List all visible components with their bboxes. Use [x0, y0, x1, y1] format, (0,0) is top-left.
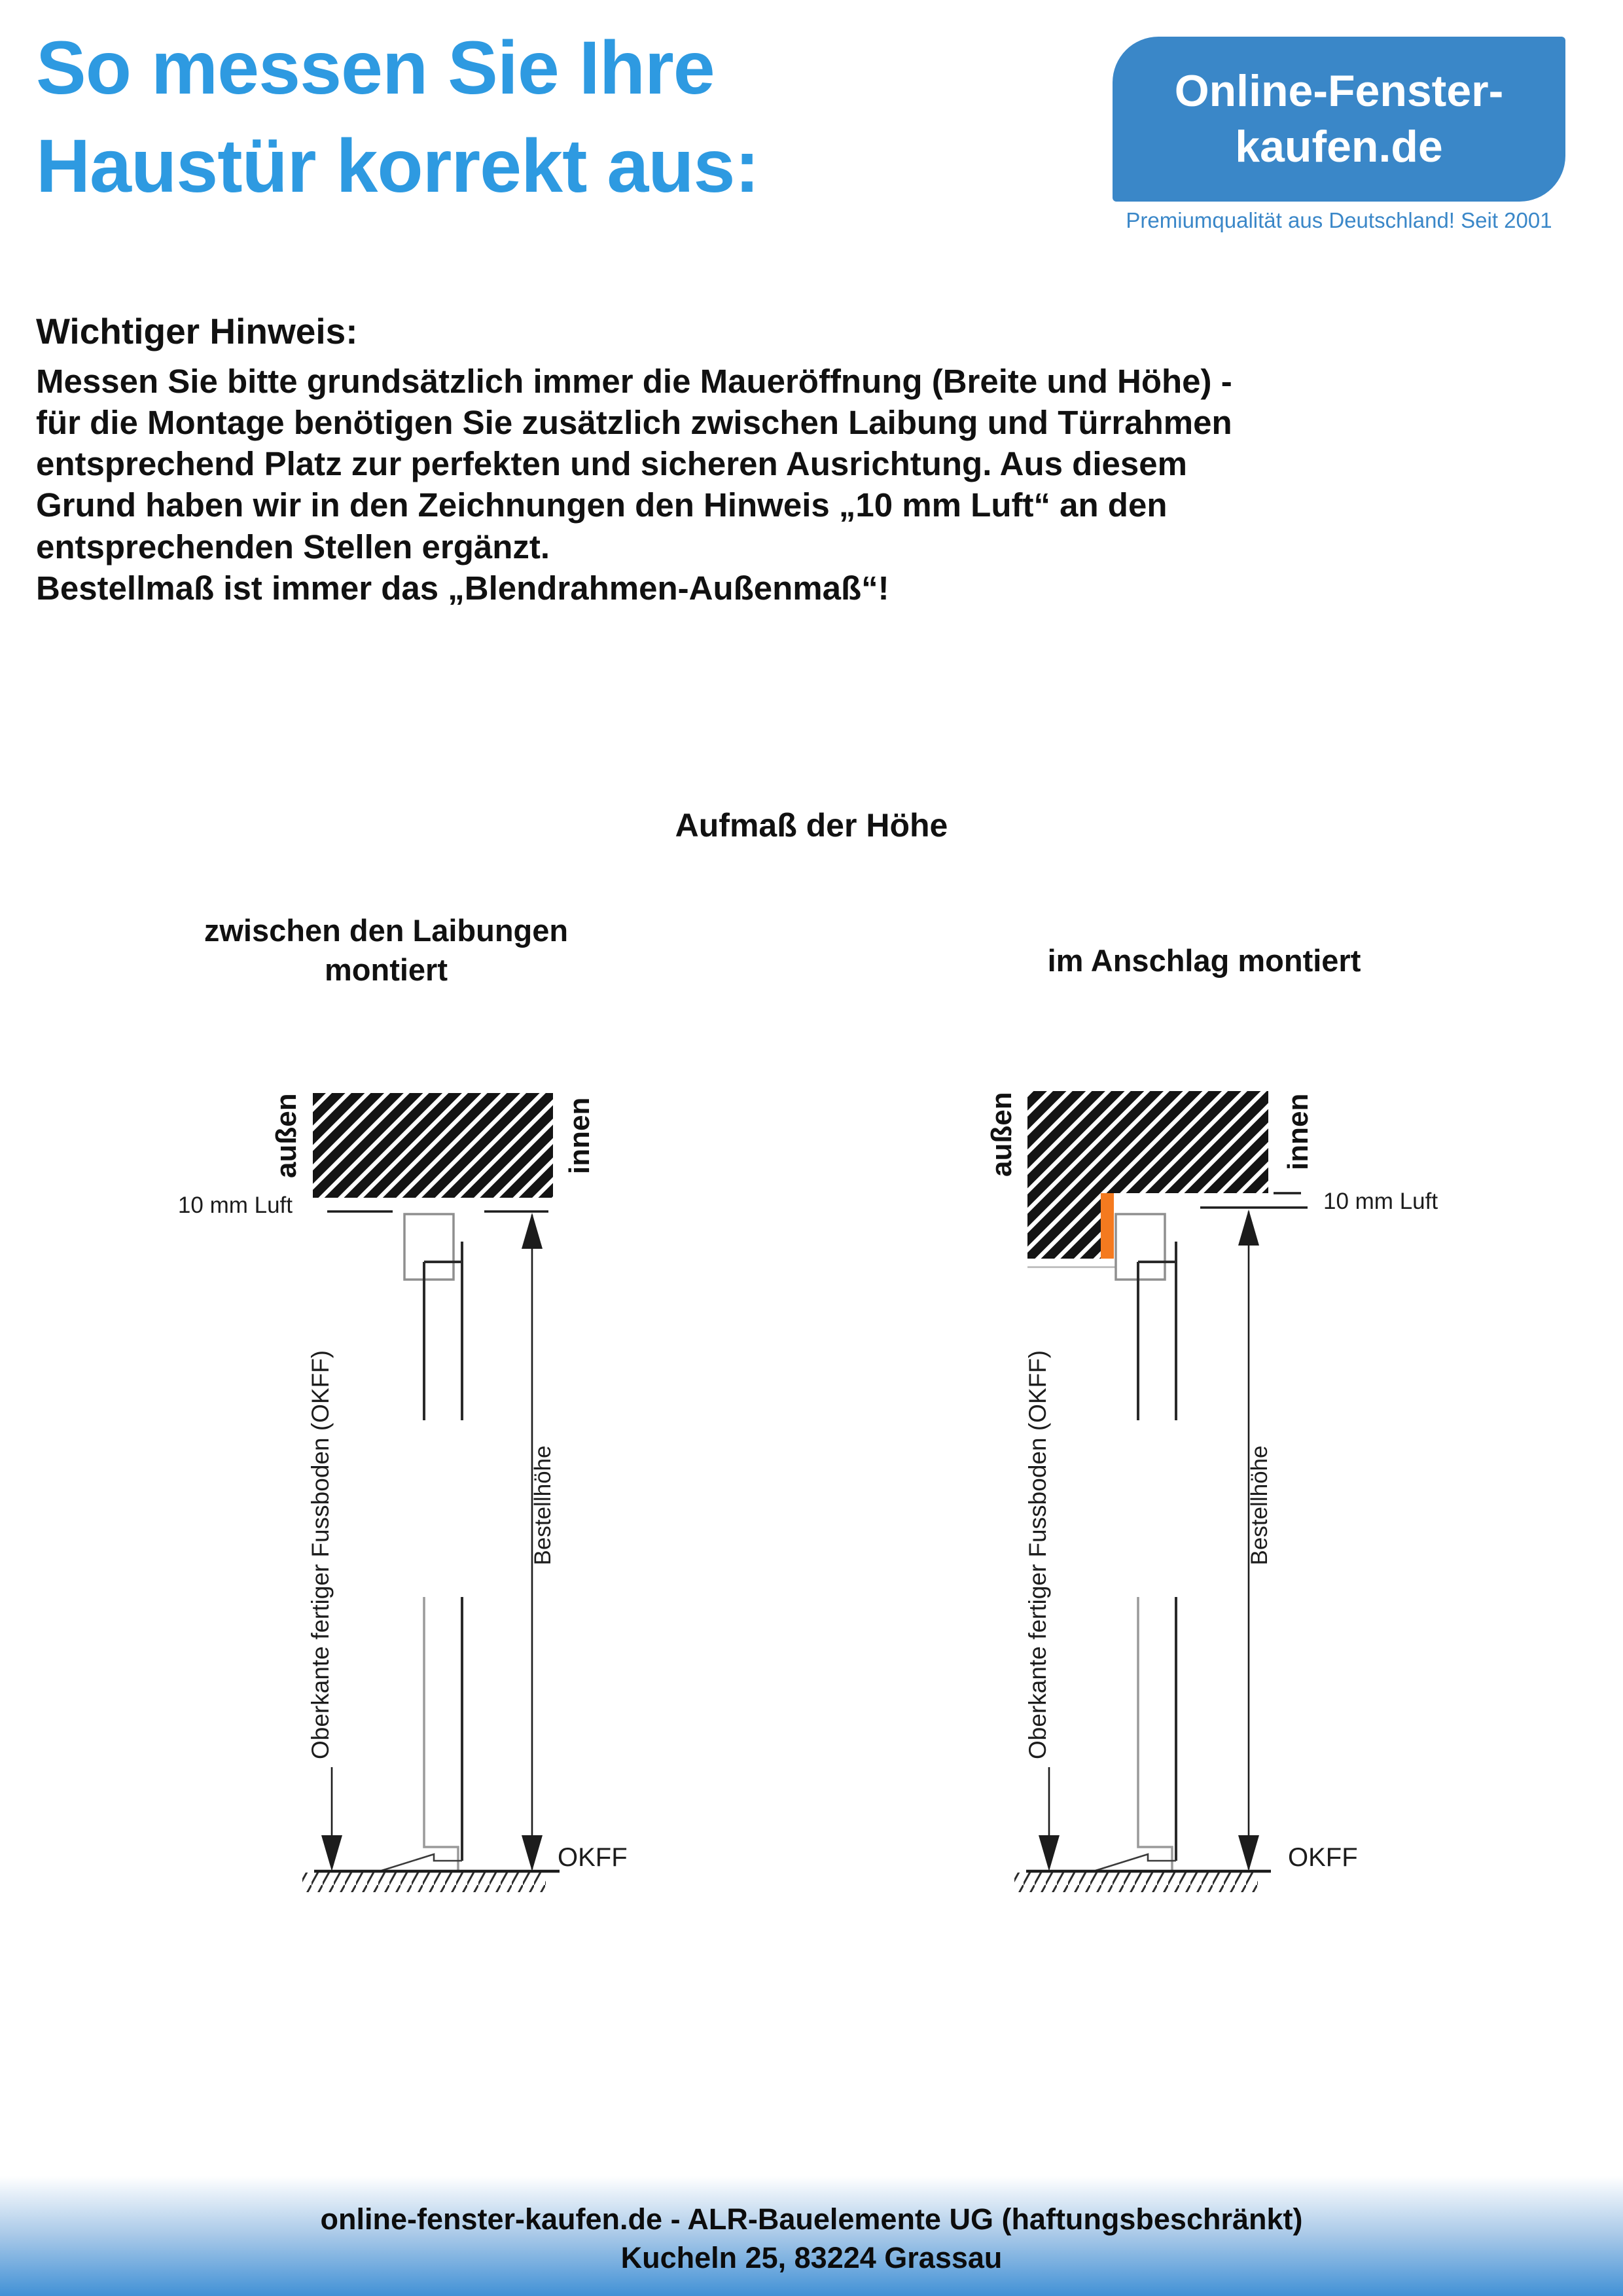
notice-heading: Wichtiger Hinweis: [36, 311, 358, 351]
label-order-height: Bestellhöhe [530, 1445, 556, 1566]
arrow-down-icon [1039, 1835, 1060, 1871]
notice-line: Bestellmaß ist immer das „Blendrahmen-Außenmaß“! [36, 569, 889, 607]
notice-line: Messen Sie bitte grundsätzlich immer die Maueröffnung (Breite und Höhe) - [36, 362, 1232, 400]
arrow-down-icon [321, 1835, 342, 1871]
caption-between-reveals-line1: zwischen den Laibungen [204, 913, 569, 948]
door-frame-profile [1116, 1214, 1165, 1280]
footer [0, 2160, 1623, 2296]
brand-tagline: Premiumqualität aus Deutschland! Seit 2001 [1126, 208, 1552, 232]
label-okff: OKFF [558, 1843, 628, 1872]
section-title-height-measurement: Aufmaß der Höhe [675, 807, 948, 844]
label-order-height: Bestellhöhe [1247, 1445, 1272, 1566]
door-leaf-lower-inner [1138, 1597, 1172, 1871]
wall-lintel-hatch [313, 1093, 553, 1198]
label-finished-floor: Oberkante fertiger Fussboden (OKFF) [307, 1350, 334, 1759]
footer-address: Kucheln 25, 83224 Grassau [620, 2240, 1003, 2274]
brand-logo-line1: Online-Fenster- [1174, 66, 1504, 116]
page-title-line1: So messen Sie Ihre [36, 26, 715, 110]
label-air-gap: 10 mm Luft [177, 1193, 293, 1218]
diagram-left-between-reveals [178, 1093, 628, 1892]
notice-line: Grund haben wir in den Zeichnungen den Hinweis „10 mm Luft“ an den [36, 486, 1168, 524]
wall-lintel-hatch [1027, 1091, 1268, 1193]
floor-hatch [302, 1873, 546, 1892]
page-title-line2: Haustür korrekt aus: [36, 124, 759, 208]
notice-line: für die Montage benötigen Sie zusätzlich zwischen Laibung und Türrahmen [36, 403, 1232, 441]
diagram-right-in-rebate [986, 1091, 1438, 1892]
label-outside: außen [986, 1092, 1018, 1177]
label-air-gap: 10 mm Luft [1323, 1189, 1438, 1214]
wall-stop-hatch [1027, 1193, 1101, 1259]
caption-between-reveals-line2: montiert [325, 952, 448, 988]
arrow-up-icon [522, 1213, 543, 1249]
label-inside: innen [1282, 1093, 1314, 1170]
door-frame-profile [404, 1214, 454, 1280]
footer-company: online-fenster-kaufen.de - ALR-Bauelemente UG (haftungsbeschränkt) [320, 2202, 1303, 2236]
label-outside: außen [270, 1093, 302, 1178]
notice-line: entsprechenden Stellen ergänzt. [36, 528, 550, 565]
arrow-down-icon [1238, 1835, 1259, 1871]
floor-hatch [1014, 1873, 1258, 1892]
seal-strip [1101, 1193, 1114, 1259]
notice-line: entsprechend Platz zur perfekten und sicheren Ausrichtung. Aus diesem [36, 445, 1187, 483]
label-finished-floor: Oberkante fertiger Fussboden (OKFF) [1024, 1350, 1051, 1759]
label-inside: innen [563, 1097, 596, 1174]
brand-logo-line2: kaufen.de [1235, 122, 1443, 171]
caption-in-rebate: im Anschlag montiert [1047, 943, 1361, 978]
arrow-down-icon [522, 1835, 543, 1871]
arrow-up-icon [1238, 1210, 1259, 1246]
threshold-profile [382, 1854, 462, 1871]
threshold-profile [1096, 1854, 1176, 1871]
label-okff: OKFF [1288, 1843, 1358, 1872]
door-leaf-lower-inner [424, 1597, 458, 1871]
